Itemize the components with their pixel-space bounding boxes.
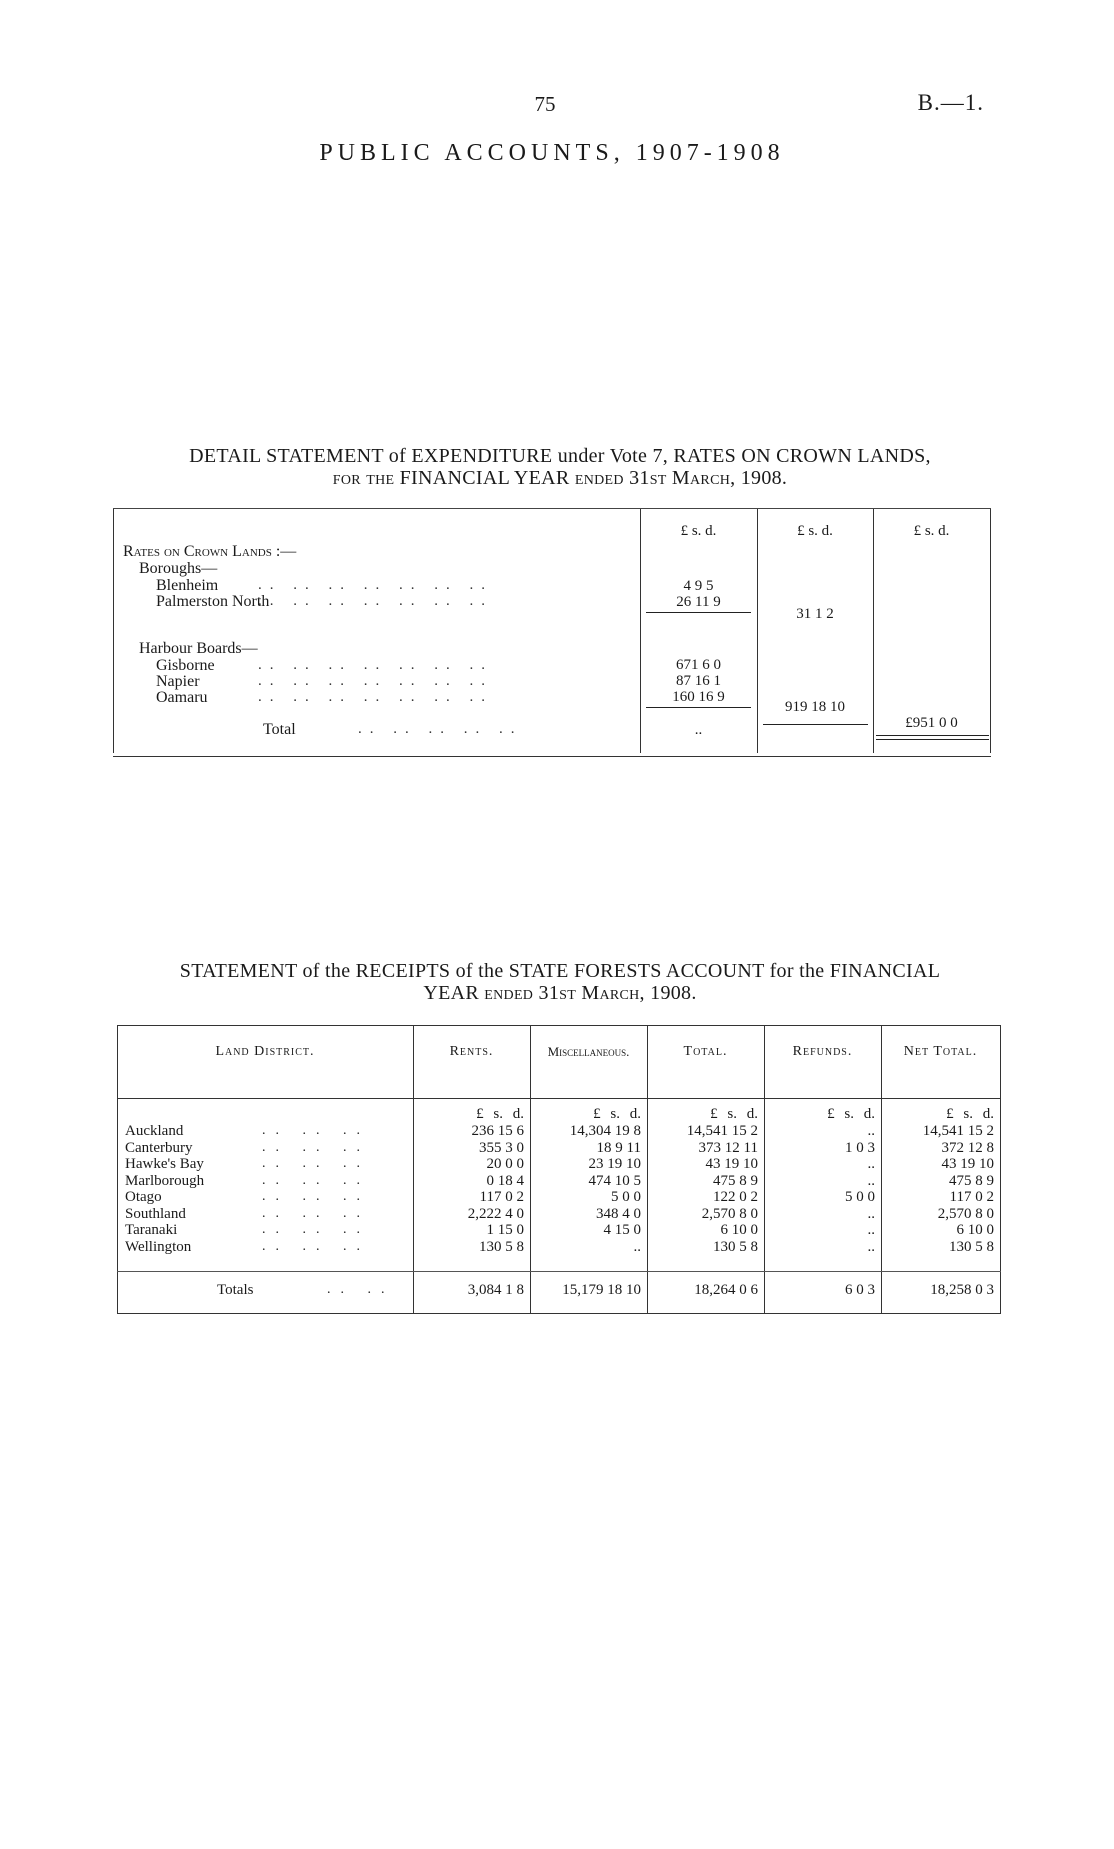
- table-cell-rents: 355 3 0: [479, 1139, 524, 1156]
- table-cell-refunds: ..: [867, 1205, 875, 1222]
- leader-dots: .. .. .. .. ..: [358, 721, 523, 737]
- table-cell-rents: 20 0 0: [486, 1156, 524, 1172]
- double-rule-lower: [876, 739, 989, 740]
- table-cell-misc: 474 10 5: [588, 1172, 641, 1189]
- table-cell-total: 14,541 15 2: [686, 1123, 758, 1139]
- harbour-name: Oamaru: [156, 689, 208, 706]
- currency-header: £ s. d.: [476, 1106, 524, 1122]
- table-right-border: [990, 509, 991, 753]
- table-row-district: Otago: [125, 1189, 162, 1205]
- table-right-border: [1000, 1026, 1001, 1313]
- harbour-amount: 671 6 0: [676, 657, 721, 673]
- table-cell-misc: 18 9 11: [596, 1139, 641, 1156]
- table-row-district: Hawke's Bay: [125, 1156, 204, 1172]
- column-header-land-district: Land District.: [215, 1044, 315, 1059]
- table-row-district: Marlborough: [125, 1172, 205, 1189]
- table-cell-rents: 1 15 0: [486, 1222, 524, 1238]
- forests-heading-line-2: YEAR ended 31st March, 1908.: [423, 982, 697, 1004]
- table-left-border: [117, 1026, 118, 1313]
- borough-name: Palmerston North: [156, 593, 270, 610]
- leader-dots: .. .. ..: [262, 1172, 370, 1188]
- table-cell-refunds: 1 0 3: [845, 1139, 875, 1156]
- table-cell-total: 373 12 11: [698, 1139, 758, 1156]
- leader-dots: .. .. ..: [262, 1123, 370, 1138]
- page-number: 75: [534, 92, 556, 116]
- boroughs-subtotal: 31 1 2: [796, 606, 834, 622]
- harbour-amount: 160 16 9: [672, 689, 725, 705]
- table-cell-refunds: ..: [867, 1238, 875, 1255]
- leader-dots: .. .. .. .. .. .. ..: [258, 673, 493, 689]
- boroughs-label: Boroughs—: [139, 560, 218, 577]
- table-cell-total: 122 0 2: [713, 1189, 758, 1205]
- table-cell-net: 6 10 0: [956, 1222, 994, 1238]
- totals-rents: 3,084 1 8: [467, 1282, 524, 1298]
- page-title: PUBLIC ACCOUNTS, 1907-1908: [319, 140, 785, 166]
- table-cell-net: 475 8 9: [949, 1172, 994, 1189]
- borough-amount: 4 9 5: [683, 578, 714, 594]
- totals-misc: 15,179 18 10: [562, 1282, 641, 1298]
- column-header-miscellaneous: Miscellaneous.: [547, 1044, 630, 1059]
- subtotal-rule: [646, 612, 751, 613]
- table-row-district: Wellington: [125, 1238, 192, 1255]
- subtotal-rule: [646, 707, 751, 708]
- column-header-total: Total.: [683, 1044, 728, 1059]
- column-divider: [757, 509, 758, 753]
- leader-dots: .. .. ..: [262, 1156, 370, 1171]
- leader-dots: .. .. .. .. .. .. ..: [258, 657, 493, 673]
- column-header-refunds: Refunds.: [792, 1044, 853, 1059]
- detail-heading-line-2: for the FINANCIAL YEAR ended 31st March, 1908.: [332, 467, 788, 489]
- column-header-rents: Rents.: [449, 1044, 494, 1059]
- currency-header-3: £ s. d.: [913, 523, 950, 539]
- currency-header-2: £ s. d.: [797, 523, 833, 539]
- table-cell-misc: 23 19 10: [588, 1156, 641, 1172]
- table-cell-net: 43 19 10: [941, 1156, 994, 1172]
- table-cell-refunds: ..: [867, 1222, 875, 1238]
- totals-net: 18,258 0 3: [930, 1282, 994, 1298]
- table-cell-net: 117 0 2: [949, 1189, 994, 1205]
- table-cell-net: 130 5 8: [949, 1238, 994, 1255]
- currency-header: £ s. d.: [593, 1106, 641, 1122]
- table-row-district: Canterbury: [125, 1139, 193, 1156]
- table-cell-net: 372 12 8: [941, 1139, 994, 1156]
- table-cell-misc: 5 0 0: [611, 1189, 641, 1205]
- forests-receipts-table: [117, 1025, 1001, 1314]
- table-cell-refunds: ..: [867, 1172, 875, 1189]
- section-label: Rates on Crown Lands :—: [123, 543, 297, 560]
- leader-dots: .. .. ..: [262, 1139, 370, 1155]
- table-row-district: Taranaki: [125, 1222, 178, 1238]
- table-cell-total: 43 19 10: [705, 1156, 758, 1172]
- totals-label: Totals: [217, 1282, 254, 1298]
- table-cell-misc: ..: [633, 1238, 641, 1255]
- leader-dots: .. .. .. .. .. .. ..: [258, 593, 493, 609]
- column-divider: [640, 509, 641, 753]
- grand-total: £951 0 0: [905, 715, 958, 731]
- document-reference: B.—1.: [917, 90, 984, 115]
- currency-header: £ s. d.: [946, 1106, 994, 1122]
- table-cell-net: 14,541 15 2: [922, 1123, 994, 1139]
- harbour-name: Gisborne: [156, 657, 215, 674]
- totals-total: 18,264 0 6: [694, 1282, 758, 1298]
- leader-dots: .. .. ..: [262, 1205, 370, 1221]
- detail-statement-table: [113, 508, 991, 757]
- table-row-district: Southland: [125, 1205, 186, 1222]
- table-cell-misc: 14,304 19 8: [569, 1123, 641, 1139]
- table-cell-misc: 348 4 0: [596, 1205, 641, 1222]
- double-rule-upper: [876, 735, 989, 736]
- table-cell-net: 2,570 8 0: [937, 1205, 994, 1222]
- harbour-boards-label: Harbour Boards—: [139, 640, 258, 657]
- table-cell-rents: 0 18 4: [486, 1172, 524, 1189]
- totals-rule: [117, 1271, 1001, 1272]
- table-cell-refunds: ..: [867, 1123, 875, 1139]
- table-cell-refunds: ..: [867, 1156, 875, 1172]
- total-rule: [763, 724, 868, 725]
- table-left-border: [113, 509, 114, 753]
- totals-refunds: 6 0 3: [845, 1282, 875, 1298]
- harbour-subtotal: 919 18 10: [785, 699, 845, 715]
- leader-dots: .. .. ..: [262, 1189, 370, 1204]
- leader-dots: .. .. ..: [262, 1222, 370, 1237]
- table-cell-rents: 130 5 8: [479, 1238, 524, 1255]
- table-cell-refunds: 5 0 0: [845, 1189, 875, 1205]
- table-cell-rents: 236 15 6: [471, 1123, 524, 1139]
- column-header-net-total: Net Total.: [903, 1044, 978, 1059]
- table-row-district: Auckland: [125, 1123, 184, 1139]
- leader-dots: .. ..: [327, 1282, 395, 1297]
- detail-heading-line-1: DETAIL STATEMENT of EXPENDITURE under Vote 7, RATES ON CROWN LANDS,: [189, 445, 931, 467]
- table-cell-misc: 4 15 0: [603, 1222, 641, 1238]
- table-cell-rents: 117 0 2: [479, 1189, 524, 1205]
- total-placeholder: ..: [694, 722, 703, 738]
- forests-heading-line-1: STATEMENT of the RECEIPTS of the STATE FORESTS ACCOUNT for the FINANCIAL: [179, 960, 941, 982]
- table-cell-total: 475 8 9: [713, 1172, 758, 1189]
- harbour-name: Napier: [156, 673, 200, 690]
- table-cell-rents: 2,222 4 0: [467, 1205, 524, 1222]
- total-label: Total: [263, 721, 296, 738]
- leader-dots: .. .. .. .. .. .. ..: [258, 689, 493, 705]
- table-cell-total: 130 5 8: [713, 1238, 758, 1255]
- currency-header: £ s. d.: [710, 1106, 758, 1122]
- leader-dots: .. .. ..: [262, 1238, 370, 1254]
- detail-statement-heading: [60, 445, 1060, 489]
- borough-name: Blenheim: [156, 577, 219, 594]
- currency-header-1: £ s. d.: [680, 523, 717, 539]
- leader-dots: .. .. .. .. .. .. ..: [258, 577, 493, 593]
- borough-amount: 26 11 9: [676, 594, 721, 610]
- table-cell-total: 6 10 0: [720, 1222, 758, 1238]
- currency-header: £ s. d.: [827, 1106, 875, 1122]
- forests-statement-heading: [60, 960, 1060, 1004]
- header-rule: [117, 1098, 1001, 1099]
- table-cell-total: 2,570 8 0: [701, 1205, 758, 1222]
- harbour-amount: 87 16 1: [676, 673, 721, 689]
